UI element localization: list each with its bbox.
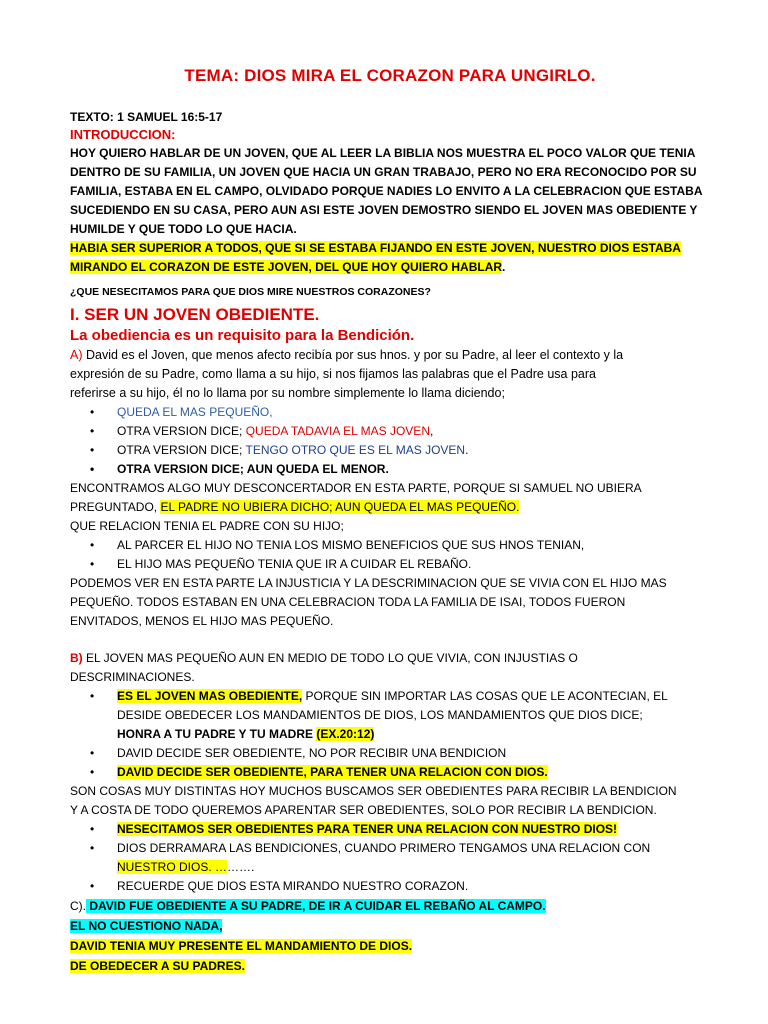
intro-highlight: HABIA SER SUPERIOR A TODOS, QUE SI SE ESTABA FIJANDO EN ESTE JOVEN, NUESTRO DIOS ESTABA bbox=[70, 241, 681, 255]
highlight-text: NESECITAMOS SER OBEDIENTES PARA TENER UNA RELACION CON NUESTRO DIOS! bbox=[117, 822, 618, 836]
point-a-line: expresión de su Padre, como llama a su hijo, si nos fijamos las palabras que el Padre usa para bbox=[70, 367, 596, 381]
version-text: OTRA VERSION DICE; AUN QUEDA EL MENOR. bbox=[117, 462, 389, 476]
point-b-label: B) bbox=[70, 651, 83, 665]
version-prefix: OTRA VERSION DICE; bbox=[117, 424, 246, 438]
paragraph-line: QUE RELACION TENIA EL PADRE CON SU HIJO; bbox=[70, 519, 344, 533]
item-text: DESIDE OBEDECER LOS MANDAMIENTOS DE DIOS, LOS MANDAMIENTOS QUE DIOS DICE; bbox=[117, 708, 643, 722]
intro-line: HUMILDE Y QUE TODO LO QUE HACIA. bbox=[70, 222, 297, 236]
list-item bbox=[70, 422, 710, 441]
highlight-text: EL NO CUESTIONO NADA, bbox=[70, 919, 223, 933]
highlight-text: DAVID TENIA MUY PRESENTE EL MANDAMIENTO DE DIOS. bbox=[70, 939, 413, 953]
relation-list bbox=[70, 536, 710, 574]
item-text: HONRA A TU PADRE Y TU MADRE bbox=[117, 727, 317, 741]
list-item bbox=[70, 839, 710, 877]
section-subtitle: La obediencia es un requisito para la Bendición. bbox=[70, 327, 415, 344]
version-text: QUEDA EL MAS PEQUEÑO, bbox=[117, 405, 273, 419]
point-a-label: A) bbox=[70, 348, 83, 362]
list-item bbox=[70, 403, 710, 422]
intro-line: HOY QUIERO HABLAR DE UN JOVEN, QUE AL LEER LA BIBLIA NOS MUESTRA EL POCO VALOR QUE TENIA bbox=[70, 146, 696, 160]
list-item bbox=[70, 687, 710, 744]
list-item bbox=[70, 820, 710, 839]
intro-heading: INTRODUCCION: bbox=[70, 127, 176, 142]
bible-reference: (EX.20:12) bbox=[316, 727, 375, 741]
point-a bbox=[70, 346, 710, 403]
paragraph-text: PREGUNTADO, bbox=[70, 500, 161, 514]
item-text: ……. bbox=[227, 860, 255, 874]
list-item: • AL PARCER EL HIJO NO TENIA LOS MISMO BENEFICIOS QUE SUS HNOS TENIAN, bbox=[70, 536, 710, 555]
document-page bbox=[70, 66, 710, 976]
intro-line: FAMILIA, ESTABA EN EL CAMPO, OLVIDADO PORQUE NADIES LO ENVITO A LA CELEBRACION QUE ESTABA bbox=[70, 184, 703, 198]
intro-line: SUCEDIENDO EN SU CASA, PERO AUN ASI ESTE JOVEN DEMOSTRO SIENDO EL JOVEN MAS OBEDIENTE Y bbox=[70, 203, 698, 217]
highlight-text: ES EL JOVEN MAS OBEDIENTE, bbox=[117, 689, 303, 703]
version-text: TENGO OTRO QUE ES EL MAS JOVEN bbox=[245, 443, 466, 457]
version-prefix: OTRA VERSION DICE; bbox=[117, 443, 246, 457]
obedience-list bbox=[70, 687, 710, 782]
version-punct: , bbox=[429, 424, 434, 438]
list-item bbox=[70, 763, 710, 782]
guiding-question: ¿QUE NESECITAMOS PARA QUE DIOS MIRE NUESTROS CORAZONES? bbox=[70, 286, 431, 298]
intro-paragraph bbox=[70, 144, 710, 277]
highlight-text: DAVID DECIDE SER OBEDIENTE, PARA TENER UNA RELACION CON DIOS. bbox=[117, 765, 548, 779]
point-c-label: C). bbox=[70, 899, 86, 913]
highlight-text: NUESTRO DIOS. … bbox=[117, 860, 228, 874]
point-b-line: DESCRIMINACIONES. bbox=[70, 670, 195, 684]
version-list bbox=[70, 403, 710, 479]
version-text: QUEDA TADAVIA EL MAS JOVEN bbox=[245, 424, 430, 438]
item-text: DIOS DERRAMARA LAS BENDICIONES, CUANDO PRIMERO TENGAMOS UNA RELACION CON bbox=[117, 841, 651, 855]
intro-highlight: MIRANDO EL CORAZON DE ESTE JOVEN, DEL QUE HOY QUIERO HABLAR bbox=[70, 260, 503, 274]
highlight-text: EL PADRE NO UBIERA DICHO; AUN QUEDA EL MAS PEQUEÑO. bbox=[160, 500, 520, 514]
paragraph-line: Y A COSTA DE TODO QUEREMOS APARENTAR SER OBEDIENTES, SOLO POR RECIBIR LA BENDICION. bbox=[70, 803, 657, 817]
highlight-text: DE OBEDECER A SU PADRES. bbox=[70, 959, 245, 973]
paragraph-line: ENCONTRAMOS ALGO MUY DESCONCERTADOR EN ESTA PARTE, PORQUE SI SAMUEL NO UBIERA bbox=[70, 481, 642, 495]
list-item bbox=[70, 441, 710, 460]
scripture-reference: TEXTO: 1 SAMUEL 16:5-17 bbox=[70, 110, 223, 124]
list-item bbox=[70, 460, 710, 479]
point-a-line: David es el Joven, que menos afecto recibía por sus hnos. y por su Padre, al leer el contexto y la bbox=[82, 348, 624, 362]
intro-line: DENTRO DE SU FAMILIA, UN JOVEN QUE HACIA UN GRAN TRABAJO, PERO NO ERA RECONOCIDO POR SU bbox=[70, 165, 697, 179]
list-item: • EL HIJO MAS PEQUEÑO TENIA QUE IR A CUIDAR EL REBAÑO. bbox=[70, 555, 710, 574]
intro-period: . bbox=[502, 260, 506, 274]
paragraph-line: ENVITADOS, MENOS EL HIJO MAS PEQUEÑO. bbox=[70, 614, 334, 628]
section-title: I. SER UN JOVEN OBEDIENTE. bbox=[70, 305, 320, 324]
paragraph-line: PEQUEÑO. TODOS ESTABAN EN UNA CELEBRACION TODA LA FAMILIA DE ISAI, TODOS FUERON bbox=[70, 595, 626, 609]
document-title: TEMA: DIOS MIRA EL CORAZON PARA UNGIRLO. bbox=[184, 66, 596, 85]
version-punct: . bbox=[465, 443, 469, 457]
highlight-text: DAVID FUE OBEDIENTE A SU PADRE, DE IR A CUIDAR EL REBAÑO AL CAMPO. bbox=[86, 899, 546, 913]
point-b-line: EL JOVEN MAS PEQUEÑO AUN EN MEDIO DE TODO LO QUE VIVIA, CON INJUSTIAS O bbox=[82, 651, 578, 665]
relationship-list bbox=[70, 820, 710, 896]
point-a-line: referirse a su hijo, él no lo llama por su nombre simplemente lo llama diciendo; bbox=[70, 386, 505, 400]
list-item: • DAVID DECIDE SER OBEDIENTE, NO POR RECIBIR UNA BENDICION bbox=[70, 744, 710, 763]
list-item: • RECUERDE QUE DIOS ESTA MIRANDO NUESTRO CORAZON. bbox=[70, 877, 710, 896]
paragraph-line: PODEMOS VER EN ESTA PARTE LA INJUSTICIA Y LA DESCRIMINACION QUE SE VIVIA CON EL HIJO MAS bbox=[70, 576, 667, 590]
item-text: PORQUE SIN IMPORTAR LAS COSAS QUE LE ACONTECIAN, EL bbox=[302, 689, 668, 703]
paragraph-line: SON COSAS MUY DISTINTAS HOY MUCHOS BUSCAMOS SER OBEDIENTES PARA RECIBIR LA BENDICION bbox=[70, 784, 677, 798]
